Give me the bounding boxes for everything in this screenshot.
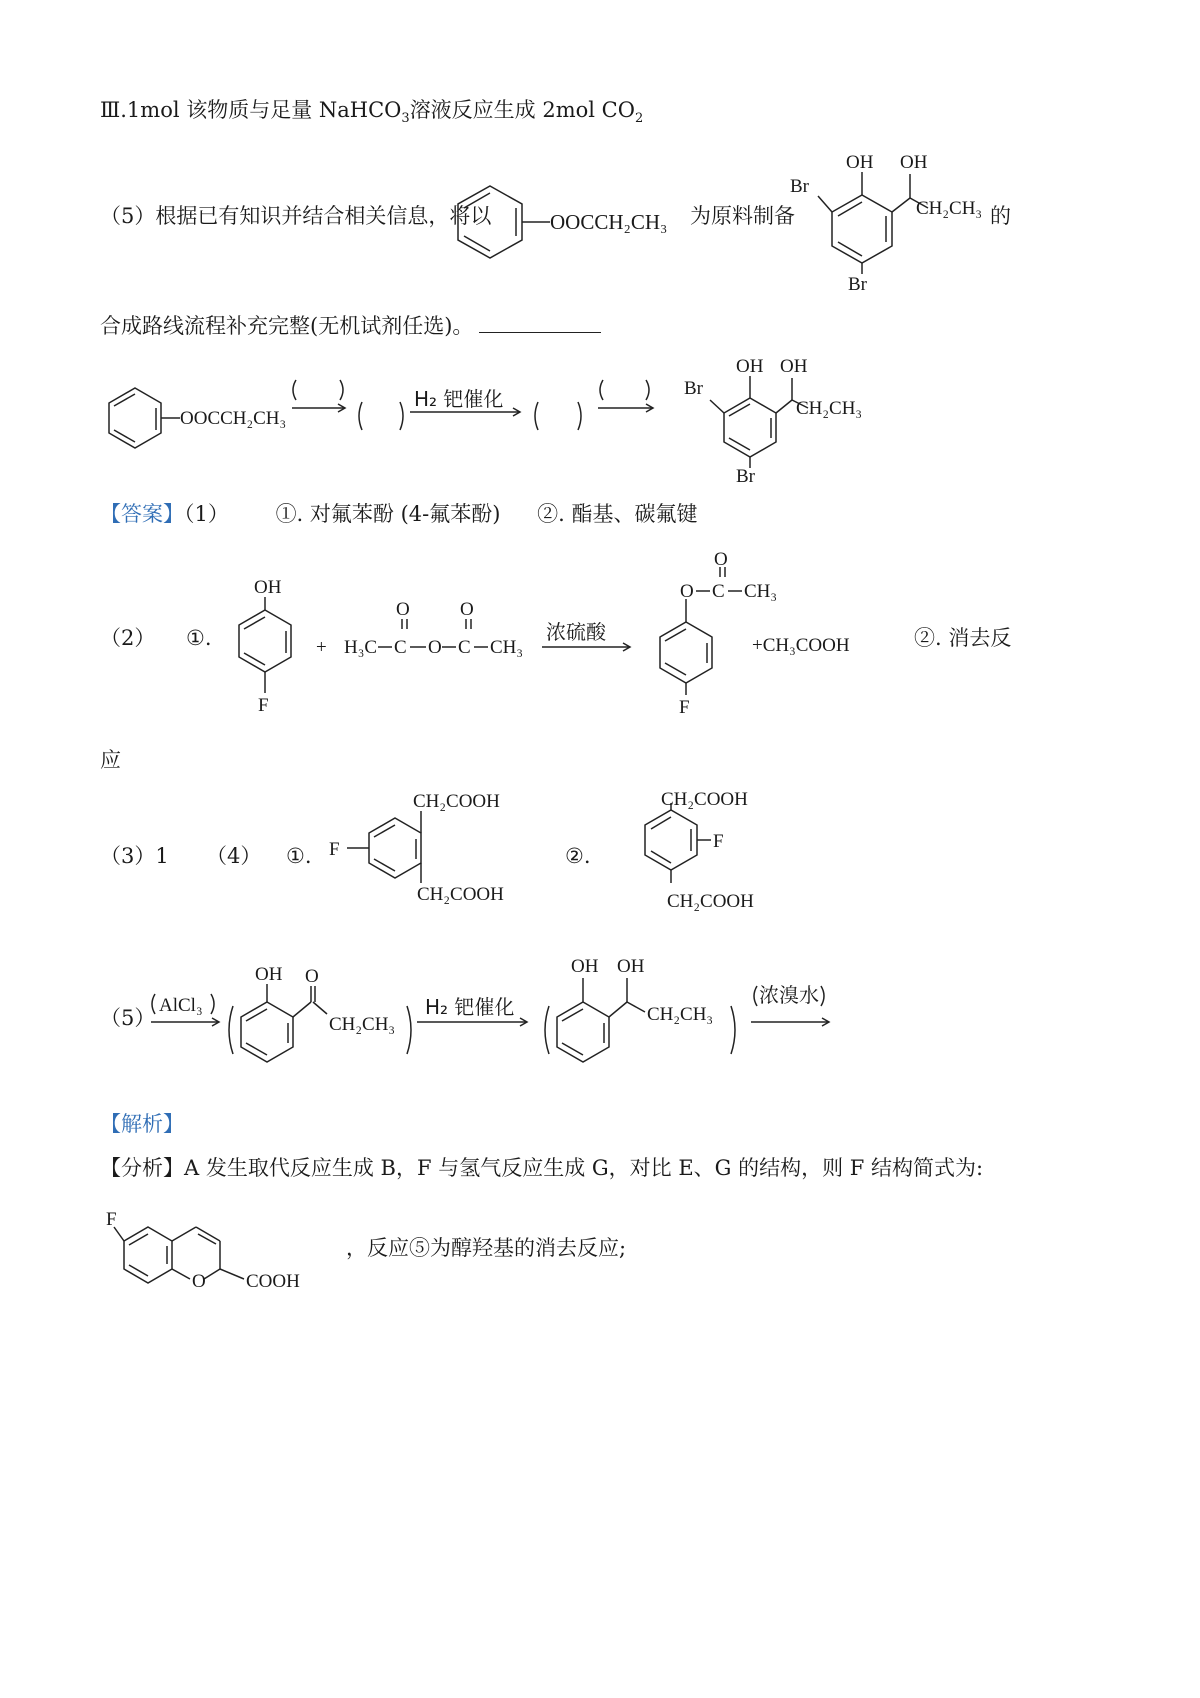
svg-text:CH₂CH₃: CH₂CH₃ <box>647 1004 714 1025</box>
svg-text:+CH₃COOH: +CH₃COOH <box>752 635 850 656</box>
answer-2-second: ②. 消去反 <box>914 626 1012 650</box>
answer-3: （3）1 <box>100 844 169 868</box>
q5-intro: （5）根据已有知识并结合相关信息，将以 <box>100 204 492 228</box>
svg-text:OOCCH₂CH₃: OOCCH₂CH₃ <box>180 408 287 429</box>
start-group-label: OOCCH₂CH₃ <box>550 210 668 234</box>
target-ethyl: CH₂CH₃ <box>916 198 983 219</box>
svg-text:C: C <box>712 581 725 602</box>
route-question <box>100 350 900 485</box>
svg-text:OH: OH <box>780 356 808 377</box>
svg-text:Br: Br <box>684 378 703 399</box>
svg-text:COOH: COOH <box>246 1271 300 1292</box>
svg-text:CH₂CH₃: CH₂CH₃ <box>796 398 863 419</box>
svg-text:CH₂CH₃: CH₂CH₃ <box>329 1014 396 1035</box>
svg-text:O: O <box>192 1271 206 1292</box>
svg-text:H₃C: H₃C <box>344 637 378 658</box>
answer-4-num: （4） <box>206 844 262 868</box>
answer-label: 【答案】 <box>100 502 184 526</box>
target-br2: Br <box>848 274 867 295</box>
target-structure <box>790 150 1010 295</box>
svg-text:H₂ 钯催化: H₂ 钯催化 <box>425 995 515 1019</box>
svg-text:F: F <box>713 831 724 852</box>
analysis-f-structure <box>100 1205 350 1295</box>
answer-2-mark: ①. <box>186 626 212 650</box>
svg-text:F: F <box>258 695 269 716</box>
target-oh2: OH <box>900 152 928 173</box>
svg-text:+: + <box>316 637 327 658</box>
analysis-label: 【解析】 <box>100 1112 184 1136</box>
answer-5-num: （5） <box>100 1006 156 1030</box>
svg-text:O: O <box>396 599 410 620</box>
answer-5-route <box>145 950 845 1070</box>
svg-text:CH₂COOH: CH₂COOH <box>661 789 748 810</box>
svg-text:O: O <box>714 549 728 570</box>
analysis-after: ，反应⑤为醇羟基的消去反应; <box>346 1236 627 1260</box>
analysis-text: 【分析】A 发生取代反应生成 B，F 与氢气反应生成 G，对比 E、G 的结构，则 F 结构简式为: <box>100 1156 984 1180</box>
svg-text:O: O <box>428 637 442 658</box>
answer-2-num: （2） <box>100 626 156 650</box>
svg-text:Br: Br <box>736 466 755 487</box>
start-material-structure <box>450 180 690 270</box>
q5-end: 的 <box>990 204 1011 228</box>
svg-text:OH: OH <box>571 956 599 977</box>
answer-2-equation <box>230 549 880 725</box>
svg-text:F: F <box>679 697 690 718</box>
target-oh1: OH <box>846 152 874 173</box>
svg-text:CH₂COOH: CH₂COOH <box>417 884 504 905</box>
svg-text:O: O <box>305 966 319 987</box>
condition-three: Ⅲ.1mol 该物质与足量 NaHCO$_3$溶液反应生成 2mol $CO_2$ <box>100 98 644 127</box>
svg-text:C: C <box>394 637 407 658</box>
answer-4-first: ①. <box>286 844 312 868</box>
svg-text:AlCl₃: AlCl₃ <box>159 995 203 1016</box>
q5-mid: 为原料制备 <box>690 204 795 228</box>
answer-4-structure-1 <box>325 785 555 910</box>
svg-text:F: F <box>329 839 340 860</box>
svg-text:OH: OH <box>255 964 283 985</box>
answer-4-second: ②. <box>565 844 591 868</box>
answer-1: 【答案】（1） ①. 对氟苯酚 (4-氟苯酚) ②. 酯基、碳氟键 <box>100 502 698 526</box>
svg-text:CH₃: CH₃ <box>490 637 524 658</box>
svg-text:O: O <box>680 581 694 602</box>
answer-blank <box>479 331 601 333</box>
svg-text:CH₂COOH: CH₂COOH <box>667 891 754 912</box>
svg-text:浓溴水: 浓溴水 <box>759 983 819 1007</box>
svg-text:OH: OH <box>617 956 645 977</box>
svg-text:O: O <box>460 599 474 620</box>
svg-text:浓硫酸: 浓硫酸 <box>546 620 606 644</box>
target-br1: Br <box>790 176 809 197</box>
svg-text:C: C <box>458 637 471 658</box>
svg-text:CH₂COOH: CH₂COOH <box>413 791 500 812</box>
svg-text:OH: OH <box>736 356 764 377</box>
answer-2-continue: 应 <box>100 748 121 772</box>
answer-4-structure-2 <box>605 785 835 915</box>
q5-line2: 合成路线流程补充完整(无机试剂任选)。 <box>100 316 601 337</box>
svg-text:OH: OH <box>254 577 282 598</box>
svg-text:H₂ 钯催化: H₂ 钯催化 <box>414 387 504 411</box>
svg-text:F: F <box>106 1209 117 1230</box>
svg-text:CH₃: CH₃ <box>744 581 778 602</box>
